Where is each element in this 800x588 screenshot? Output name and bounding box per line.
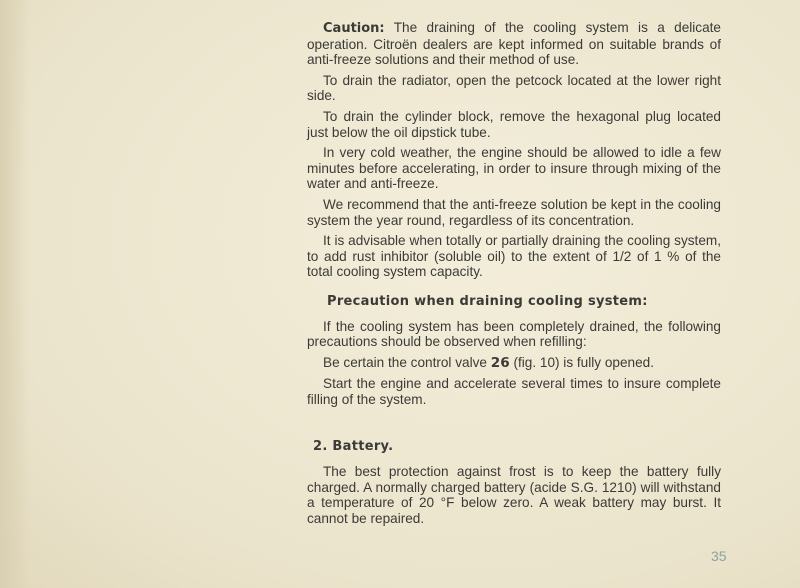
caution-label: Caution:: [323, 21, 385, 36]
paragraph-cold-weather: In very cold weather, the engine should be allowed to idle a few minutes before accelerating, in order to insure through mixing of the water and anti-freeze.: [307, 145, 721, 192]
paragraph-year-round: We recommend that the anti-freeze solution be kept in the cooling system the year round, regardless of its concentration.: [307, 196, 721, 228]
precaution-start-engine: Start the engine and accelerate several times to insure complete filling of the system.: [307, 376, 721, 407]
precaution-heading: Precaution when draining cooling system:: [327, 293, 648, 309]
page-gutter-shadow: [0, 0, 30, 588]
precaution-valve: [307, 355, 721, 372]
precaution-intro: If the cooling system has been completely drained, the following precautions should be observed when refilling:: [307, 318, 721, 350]
battery-heading: 2. Battery.: [313, 439, 394, 455]
paragraph-drain-radiator: To drain the radiator, open the petcock located at the lower right side.: [307, 72, 721, 104]
battery-paragraph: The best protection against frost is to keep the battery fully charged. A normally charged battery (acide S.G. 1210) will withstand a temperature of 20 °F below zero. A weak battery may burst. It cannot be repaired.: [307, 464, 721, 526]
caution-text: The draining of the cooling system is a delicate operation. Citroën dealers are kept informed on suitable brands of anti-freeze solutions and their method of use.: [307, 20, 721, 68]
paragraph-rust-inhibitor: It is advisable when totally or partially draining the cooling system, to add rust inhibitor (soluble oil) to the extent of 1/2 of 1 % of the total cooling system capacity.: [307, 233, 721, 280]
paragraph-drain-block: To drain the cylinder block, remove the hexagonal plug located just below the oil dipstick tube.: [307, 108, 721, 140]
valve-text-after: (fig. 10) is fully opened.: [509, 354, 654, 370]
text-column: [307, 20, 721, 531]
valve-number: 26: [490, 354, 510, 371]
caution-paragraph: [307, 20, 721, 68]
page-number: 35: [711, 548, 727, 564]
valve-text-before: Be certain the control valve: [323, 354, 491, 370]
